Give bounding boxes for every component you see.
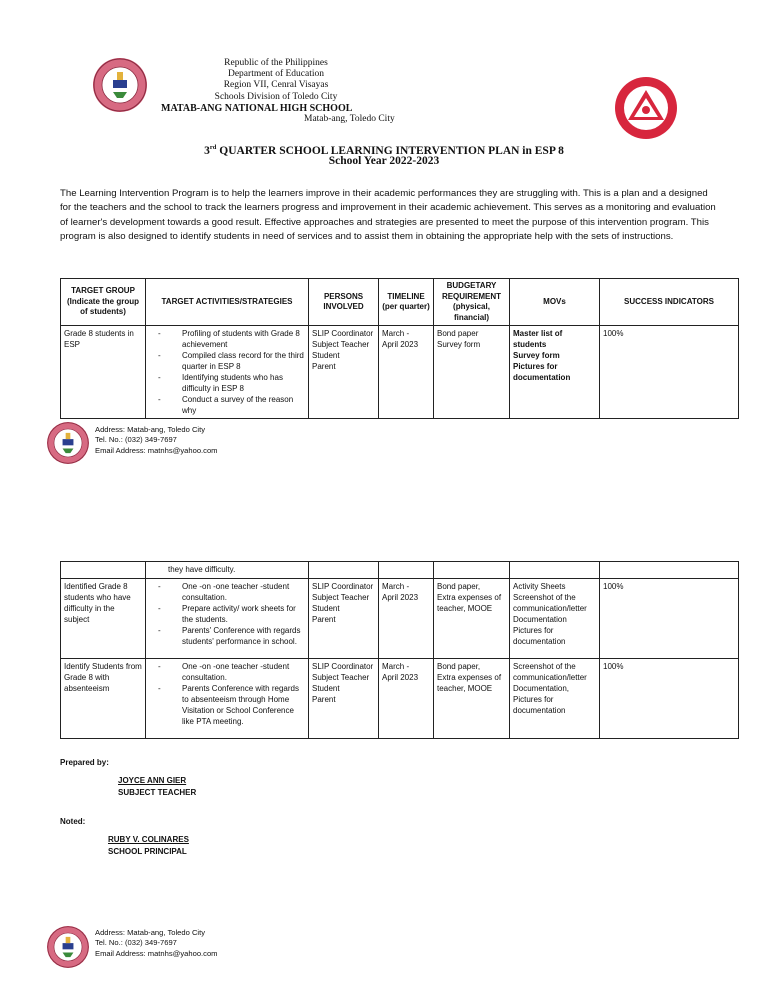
cell-empty bbox=[600, 562, 739, 579]
mov-line: Pictures for bbox=[513, 362, 558, 371]
person: Student bbox=[312, 684, 340, 693]
header-activities: TARGET ACTIVITIES/STRATEGIES bbox=[146, 279, 309, 326]
cell-budget bbox=[434, 659, 510, 739]
cell-movs bbox=[510, 579, 600, 659]
header-persons: PERSONS INVOLVED bbox=[309, 279, 379, 326]
cell-success: 100% bbox=[600, 326, 739, 419]
activity-item: - Parents' Conference with regards students' performance in school. bbox=[168, 625, 305, 647]
person: Student bbox=[312, 604, 340, 613]
footer-address: Address: Matab-ang, Toledo City bbox=[95, 425, 206, 434]
mov-line: students bbox=[513, 340, 547, 349]
cell-timeline bbox=[379, 326, 434, 419]
activity-item: - Conduct a survey of the reason why bbox=[168, 394, 305, 416]
mov-line: communication/letter bbox=[513, 604, 587, 613]
cell-empty bbox=[61, 562, 146, 579]
person: Student bbox=[312, 351, 340, 360]
activity-item: - Profiling of students with Grade 8 achievement bbox=[168, 328, 305, 350]
footer-contact bbox=[95, 425, 218, 456]
prepared-label: Prepared by: bbox=[60, 758, 109, 767]
cell-budget bbox=[434, 579, 510, 659]
cell-activities-continued bbox=[146, 562, 309, 579]
prepared-title: SUBJECT TEACHER bbox=[118, 788, 197, 797]
budget-line: Extra expenses of bbox=[437, 593, 502, 602]
noted-title: SCHOOL PRINCIPAL bbox=[108, 847, 187, 856]
table-header-row bbox=[61, 279, 739, 326]
budget-line: Bond paper, bbox=[437, 662, 481, 671]
header-target-group: TARGET GROUP (Indicate the group of students) bbox=[61, 279, 146, 326]
mov-line: Screenshot of the bbox=[513, 662, 576, 671]
cell-group: Identify Students from Grade 8 with absenteeism bbox=[61, 659, 146, 739]
intro-paragraph: The Learning Intervention Program is to help the learners improve in their academic performances they are struggling with. This is a plan and a designed for the teachers and the school to track the learners progress and improvement in their academic achievement. This serves as a monitoring and evaluation of learner's development towards a good result. Effective approaches and strategies are presented to meet the purpose of this intervention program. This program is also designed to identify students in need of services and to assist them in obtaining the appropriate help with the sets of instructions. bbox=[60, 188, 716, 243]
mov-line: Documentation bbox=[513, 615, 567, 624]
footer-seal bbox=[47, 422, 89, 464]
footer-contact bbox=[95, 928, 218, 959]
mov-line: Pictures for bbox=[513, 695, 554, 704]
timeline-line: April 2023 bbox=[382, 340, 419, 349]
table-row bbox=[61, 326, 739, 419]
cell-group: Identified Grade 8 students who have difficulty in the subject bbox=[61, 579, 146, 659]
cell-timeline bbox=[379, 659, 434, 739]
activity-continued: they have difficulty. bbox=[168, 565, 236, 574]
title-quarter: 3 bbox=[204, 144, 210, 157]
person: Subject Teacher bbox=[312, 673, 370, 682]
activity-item: - Identifying students who has difficulty in ESP 8 bbox=[168, 372, 305, 394]
mov-line: Master list of bbox=[513, 329, 563, 338]
letterhead-line: Region VII, Cenral Visayas bbox=[223, 80, 329, 91]
letterhead-line: Schools Division of Toledo City bbox=[214, 91, 338, 102]
table-row bbox=[61, 579, 739, 659]
noted-label: Noted: bbox=[60, 817, 86, 826]
header-budget: BUDGETARY REQUIREMENT (physical, financial) bbox=[434, 279, 510, 326]
budget-line: teacher, MOOE bbox=[437, 684, 493, 693]
mov-line: documentation bbox=[513, 706, 566, 715]
timeline-line: March - bbox=[382, 662, 410, 671]
table-row bbox=[61, 659, 739, 739]
letterhead-line: Department of Education bbox=[227, 69, 325, 80]
cell-empty bbox=[379, 562, 434, 579]
deped-seal bbox=[614, 76, 678, 140]
activity-item: - One -on -one teacher -student consultation. bbox=[168, 581, 305, 603]
footer-email: Email Address: matnhs@yahoo.com bbox=[95, 948, 218, 958]
cell-empty bbox=[510, 562, 600, 579]
budget-line: Bond paper, bbox=[437, 582, 481, 591]
cell-success: 100% bbox=[600, 579, 739, 659]
cell-success: 100% bbox=[600, 659, 739, 739]
letterhead bbox=[161, 58, 395, 124]
cell-persons bbox=[309, 579, 379, 659]
cell-group: Grade 8 students in ESP bbox=[61, 326, 146, 419]
cell-empty bbox=[309, 562, 379, 579]
activity-item: - Parents Conference with regards to absenteeism through Home Visitation or School Conference like PTA meeting. bbox=[168, 683, 305, 727]
prepared-name: JOYCE ANN GIER bbox=[118, 776, 187, 785]
cell-movs bbox=[510, 659, 600, 739]
timeline-line: March - bbox=[382, 329, 410, 338]
activity-item: - Compiled class record for the third quarter in ESP 8 bbox=[168, 350, 305, 372]
cell-empty bbox=[434, 562, 510, 579]
budget-line: Survey form bbox=[437, 340, 481, 349]
intervention-table-continued bbox=[60, 561, 739, 739]
header-movs: MOVs bbox=[510, 279, 600, 326]
cell-timeline bbox=[379, 579, 434, 659]
school-address: Matab-ang, Toledo City bbox=[304, 114, 395, 124]
budget-line: Bond paper bbox=[437, 329, 479, 338]
timeline-line: April 2023 bbox=[382, 593, 419, 602]
budget-line: teacher, MOOE bbox=[437, 604, 493, 613]
letterhead-line: Republic of the Philippines bbox=[224, 58, 328, 68]
footer-address: Address: Matab-ang, Toledo City bbox=[95, 928, 206, 937]
mov-line: Survey form bbox=[513, 351, 560, 360]
table-row bbox=[61, 562, 739, 579]
timeline-line: March - bbox=[382, 582, 410, 591]
activity-item: - Prepare activity/ work sheets for the students. bbox=[168, 603, 305, 625]
mov-line: Documentation, bbox=[513, 684, 570, 693]
mov-line: Screenshot of the bbox=[513, 593, 576, 602]
header-timeline: TIMELINE (per quarter) bbox=[379, 279, 434, 326]
person: Parent bbox=[312, 362, 336, 371]
mov-line: communication/letter bbox=[513, 673, 587, 682]
school-seal bbox=[93, 58, 147, 112]
person: Subject Teacher bbox=[312, 593, 370, 602]
person: SLIP Coordinator bbox=[312, 329, 374, 338]
person: Subject Teacher bbox=[312, 340, 370, 349]
noted-name: RUBY V. COLINARES bbox=[108, 835, 189, 844]
intervention-table bbox=[60, 278, 739, 419]
person: Parent bbox=[312, 695, 336, 704]
footer-email: Email Address: matnhs@yahoo.com bbox=[95, 445, 218, 455]
footer-seal bbox=[47, 926, 89, 968]
header-success: SUCCESS INDICATORS bbox=[600, 279, 739, 326]
school-name: MATAB-ANG NATIONAL HIGH SCHOOL bbox=[161, 102, 353, 114]
cell-persons bbox=[309, 659, 379, 739]
cell-budget bbox=[434, 326, 510, 419]
cell-persons bbox=[309, 326, 379, 419]
person: SLIP Coordinator bbox=[312, 582, 374, 591]
footer-tel: Tel. No.: (032) 349-7697 bbox=[95, 938, 177, 948]
cell-activities bbox=[146, 326, 309, 419]
timeline-line: April 2023 bbox=[382, 673, 419, 682]
mov-line: Activity Sheets bbox=[513, 582, 566, 591]
mov-line: documentation bbox=[513, 373, 571, 382]
title-text: QUARTER SCHOOL LEARNING INTERVENTION PLAN in ESP 8 bbox=[216, 144, 564, 157]
person: SLIP Coordinator bbox=[312, 662, 374, 671]
footer-tel: Tel. No.: (032) 349-7697 bbox=[95, 435, 177, 445]
cell-movs bbox=[510, 326, 600, 419]
cell-activities bbox=[146, 579, 309, 659]
cell-activities bbox=[146, 659, 309, 739]
person: Parent bbox=[312, 615, 336, 624]
budget-line: Extra expenses of bbox=[437, 673, 502, 682]
title-sup: rd bbox=[209, 144, 217, 151]
school-year: School Year 2022-2023 bbox=[328, 155, 440, 167]
activity-item: - One -on -one teacher -student consultation. bbox=[168, 661, 305, 683]
mov-line: documentation bbox=[513, 637, 566, 646]
mov-line: Pictures for bbox=[513, 626, 554, 635]
